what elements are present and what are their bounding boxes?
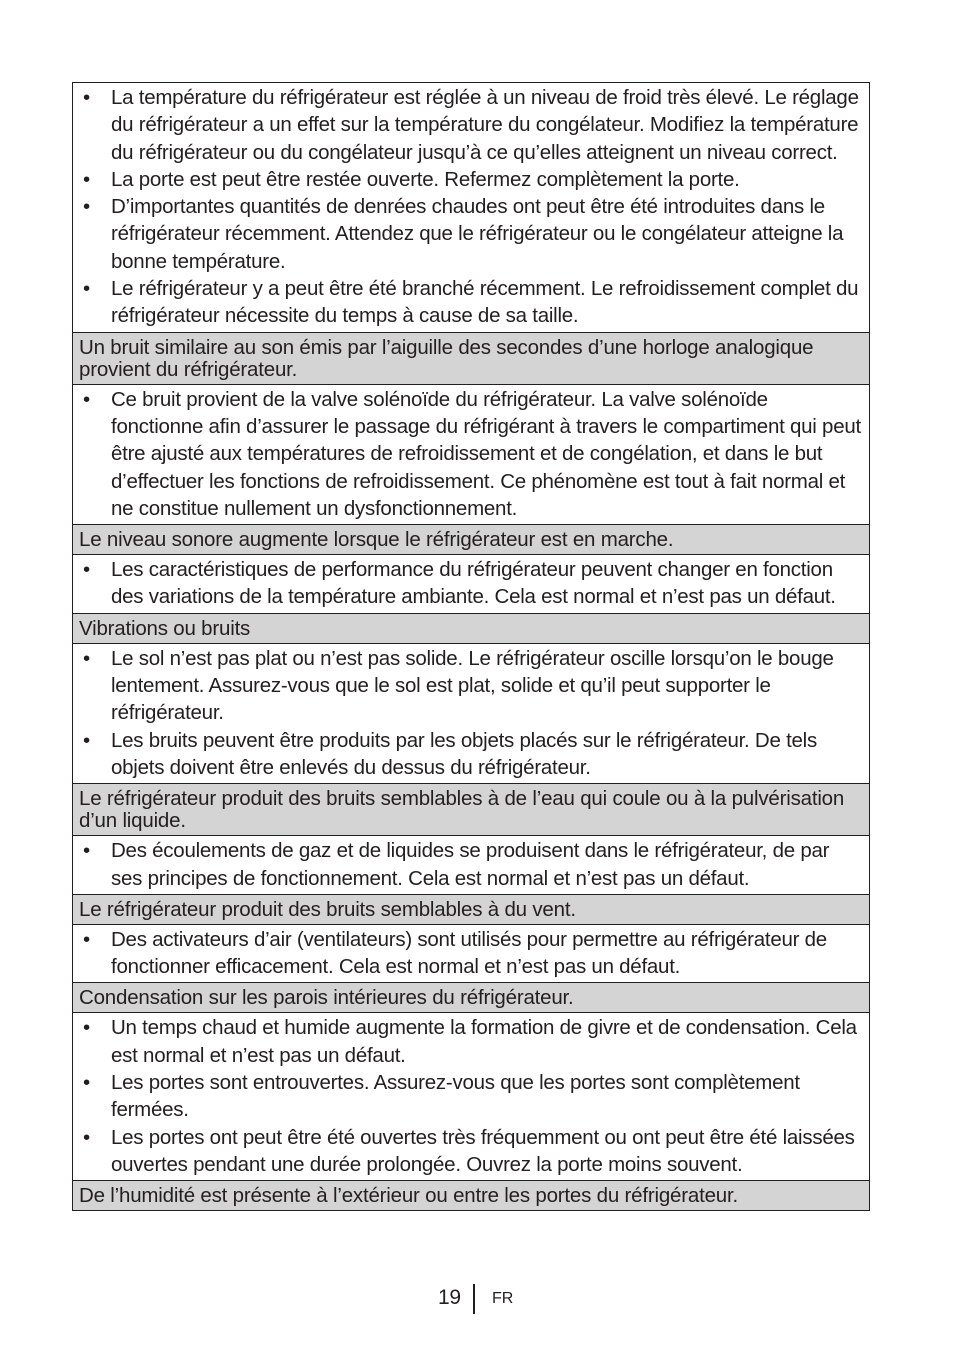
page-number: 19 xyxy=(438,1286,461,1309)
bullet-text: Un temps chaud et humide augmente la formation de givre et de condensation. Cela est normal et n’est pas un défaut. xyxy=(111,1016,857,1067)
bullet-text: D’importantes quantités de denrées chaudes ont peut être été introduites dans le réfrigérateur récemment. Attendez que le réfrigérateur ou le congélateur atteigne la bonne température. xyxy=(111,195,844,273)
section-header: Vibrations ou bruits xyxy=(73,613,869,643)
troubleshooting-table xyxy=(72,82,870,1211)
bullet-item xyxy=(79,1069,865,1124)
section-header: Le réfrigérateur produit des bruits semblables à de l’eau qui coule ou à la pulvérisation d’un liquide. xyxy=(73,783,869,835)
bullet-text: La porte est peut être restée ouverte. Refermez complètement la porte. xyxy=(111,167,740,191)
bullet-item xyxy=(79,84,865,166)
bullet-text: Le réfrigérateur y a peut être été branché récemment. Le refroidissement complet du réfrigérateur nécessite du temps à cause de sa taille. xyxy=(111,277,859,328)
bullet-text: Les portes ont peut être été ouvertes très fréquemment ou ont peut être été laissées ouvertes pendant une durée prolongée. Ouvrez la porte moins souvent. xyxy=(111,1125,855,1176)
bullet-text: Les caractéristiques de performance du réfrigérateur peuvent changer en fonction des variations de la température ambiante. Cela est normal et n’est pas un défaut. xyxy=(111,558,836,609)
bullet-dot-icon: • xyxy=(83,558,90,582)
bullet-dot-icon: • xyxy=(83,1071,90,1095)
bullet-text: La température du réfrigérateur est réglée à un niveau de froid très élevé. Le réglage du réfrigérateur a un effet sur la température du congélateur. Modifiez la température du réfrigérateur ou du congélateur jusqu’à ce qu’elles atteignent un niveau correct. xyxy=(111,86,859,164)
bullet-dot-icon: • xyxy=(83,387,90,411)
bullet-dot-icon: • xyxy=(83,167,90,191)
section-body xyxy=(73,643,869,783)
bullet-item xyxy=(79,275,865,330)
bullet-text: Les bruits peuvent être produits par les objets placés sur le réfrigérateur. De tels objets doivent être enlevés du dessus du réfrigérateur. xyxy=(111,728,817,779)
bullet-dot-icon: • xyxy=(83,277,90,301)
section-body xyxy=(73,924,869,983)
bullet-dot-icon: • xyxy=(83,646,90,670)
section-header: De l’humidité est présente à l’extérieur ou entre les portes du réfrigérateur. xyxy=(73,1180,869,1210)
bullet-item xyxy=(79,926,865,981)
page-footer xyxy=(0,1284,954,1316)
bullet-text: Ce bruit provient de la valve solénoïde du réfrigérateur. La valve solénoïde fonctionne afin d’assurer le passage du réfrigérant à travers le compartiment qui peut être ajusté aux températures de refroidissement et de congélation, et dans le but d’effectuer les fonctions de refroidissement. Ce phénomène est tout à fait normal et ne constitue nullement un dysfonctionnement. xyxy=(111,387,861,520)
section-body xyxy=(73,83,869,332)
bullet-item xyxy=(79,645,865,727)
bullet-item xyxy=(79,727,865,782)
section-body xyxy=(73,384,869,524)
language-code: FR xyxy=(492,1290,514,1307)
page-number-separator xyxy=(473,1284,475,1314)
bullet-dot-icon: • xyxy=(83,1125,90,1149)
bullet-item xyxy=(79,1014,865,1069)
section-header: Un bruit similaire au son émis par l’aiguille des secondes d’une horloge analogique provient du réfrigérateur. xyxy=(73,332,869,384)
section-body xyxy=(73,835,869,894)
section-body xyxy=(73,554,869,613)
bullet-text: Des écoulements de gaz et de liquides se produisent dans le réfrigérateur, de par ses principes de fonctionnement. Cela est normal et n’est pas un défaut. xyxy=(111,839,830,890)
section-body xyxy=(73,1012,869,1180)
section-header: Le niveau sonore augmente lorsque le réfrigérateur est en marche. xyxy=(73,524,869,554)
bullet-item xyxy=(79,386,865,522)
bullet-dot-icon: • xyxy=(83,927,90,951)
bullet-dot-icon: • xyxy=(83,1016,90,1040)
bullet-item xyxy=(79,166,865,193)
bullet-text: Les portes sont entrouvertes. Assurez-vous que les portes sont complètement fermées. xyxy=(111,1071,800,1122)
bullet-item xyxy=(79,1124,865,1179)
bullet-dot-icon: • xyxy=(83,728,90,752)
bullet-item xyxy=(79,193,865,275)
section-header: Le réfrigérateur produit des bruits semblables à du vent. xyxy=(73,894,869,924)
bullet-item xyxy=(79,556,865,611)
bullet-item xyxy=(79,837,865,892)
bullet-dot-icon: • xyxy=(83,195,90,219)
section-header: Condensation sur les parois intérieures du réfrigérateur. xyxy=(73,982,869,1012)
bullet-dot-icon: • xyxy=(83,839,90,863)
bullet-text: Le sol n’est pas plat ou n’est pas solide. Le réfrigérateur oscille lorsqu’on le bouge lentement. Assurez-vous que le sol est plat, solide et qu’il peut supporter le réfrigérateur. xyxy=(111,646,834,725)
bullet-dot-icon: • xyxy=(83,86,90,109)
bullet-text: Des activateurs d’air (ventilateurs) sont utilisés pour permettre au réfrigérateur de fonctionner efficacement. Cela est normal et n’est pas un défaut. xyxy=(111,927,827,979)
